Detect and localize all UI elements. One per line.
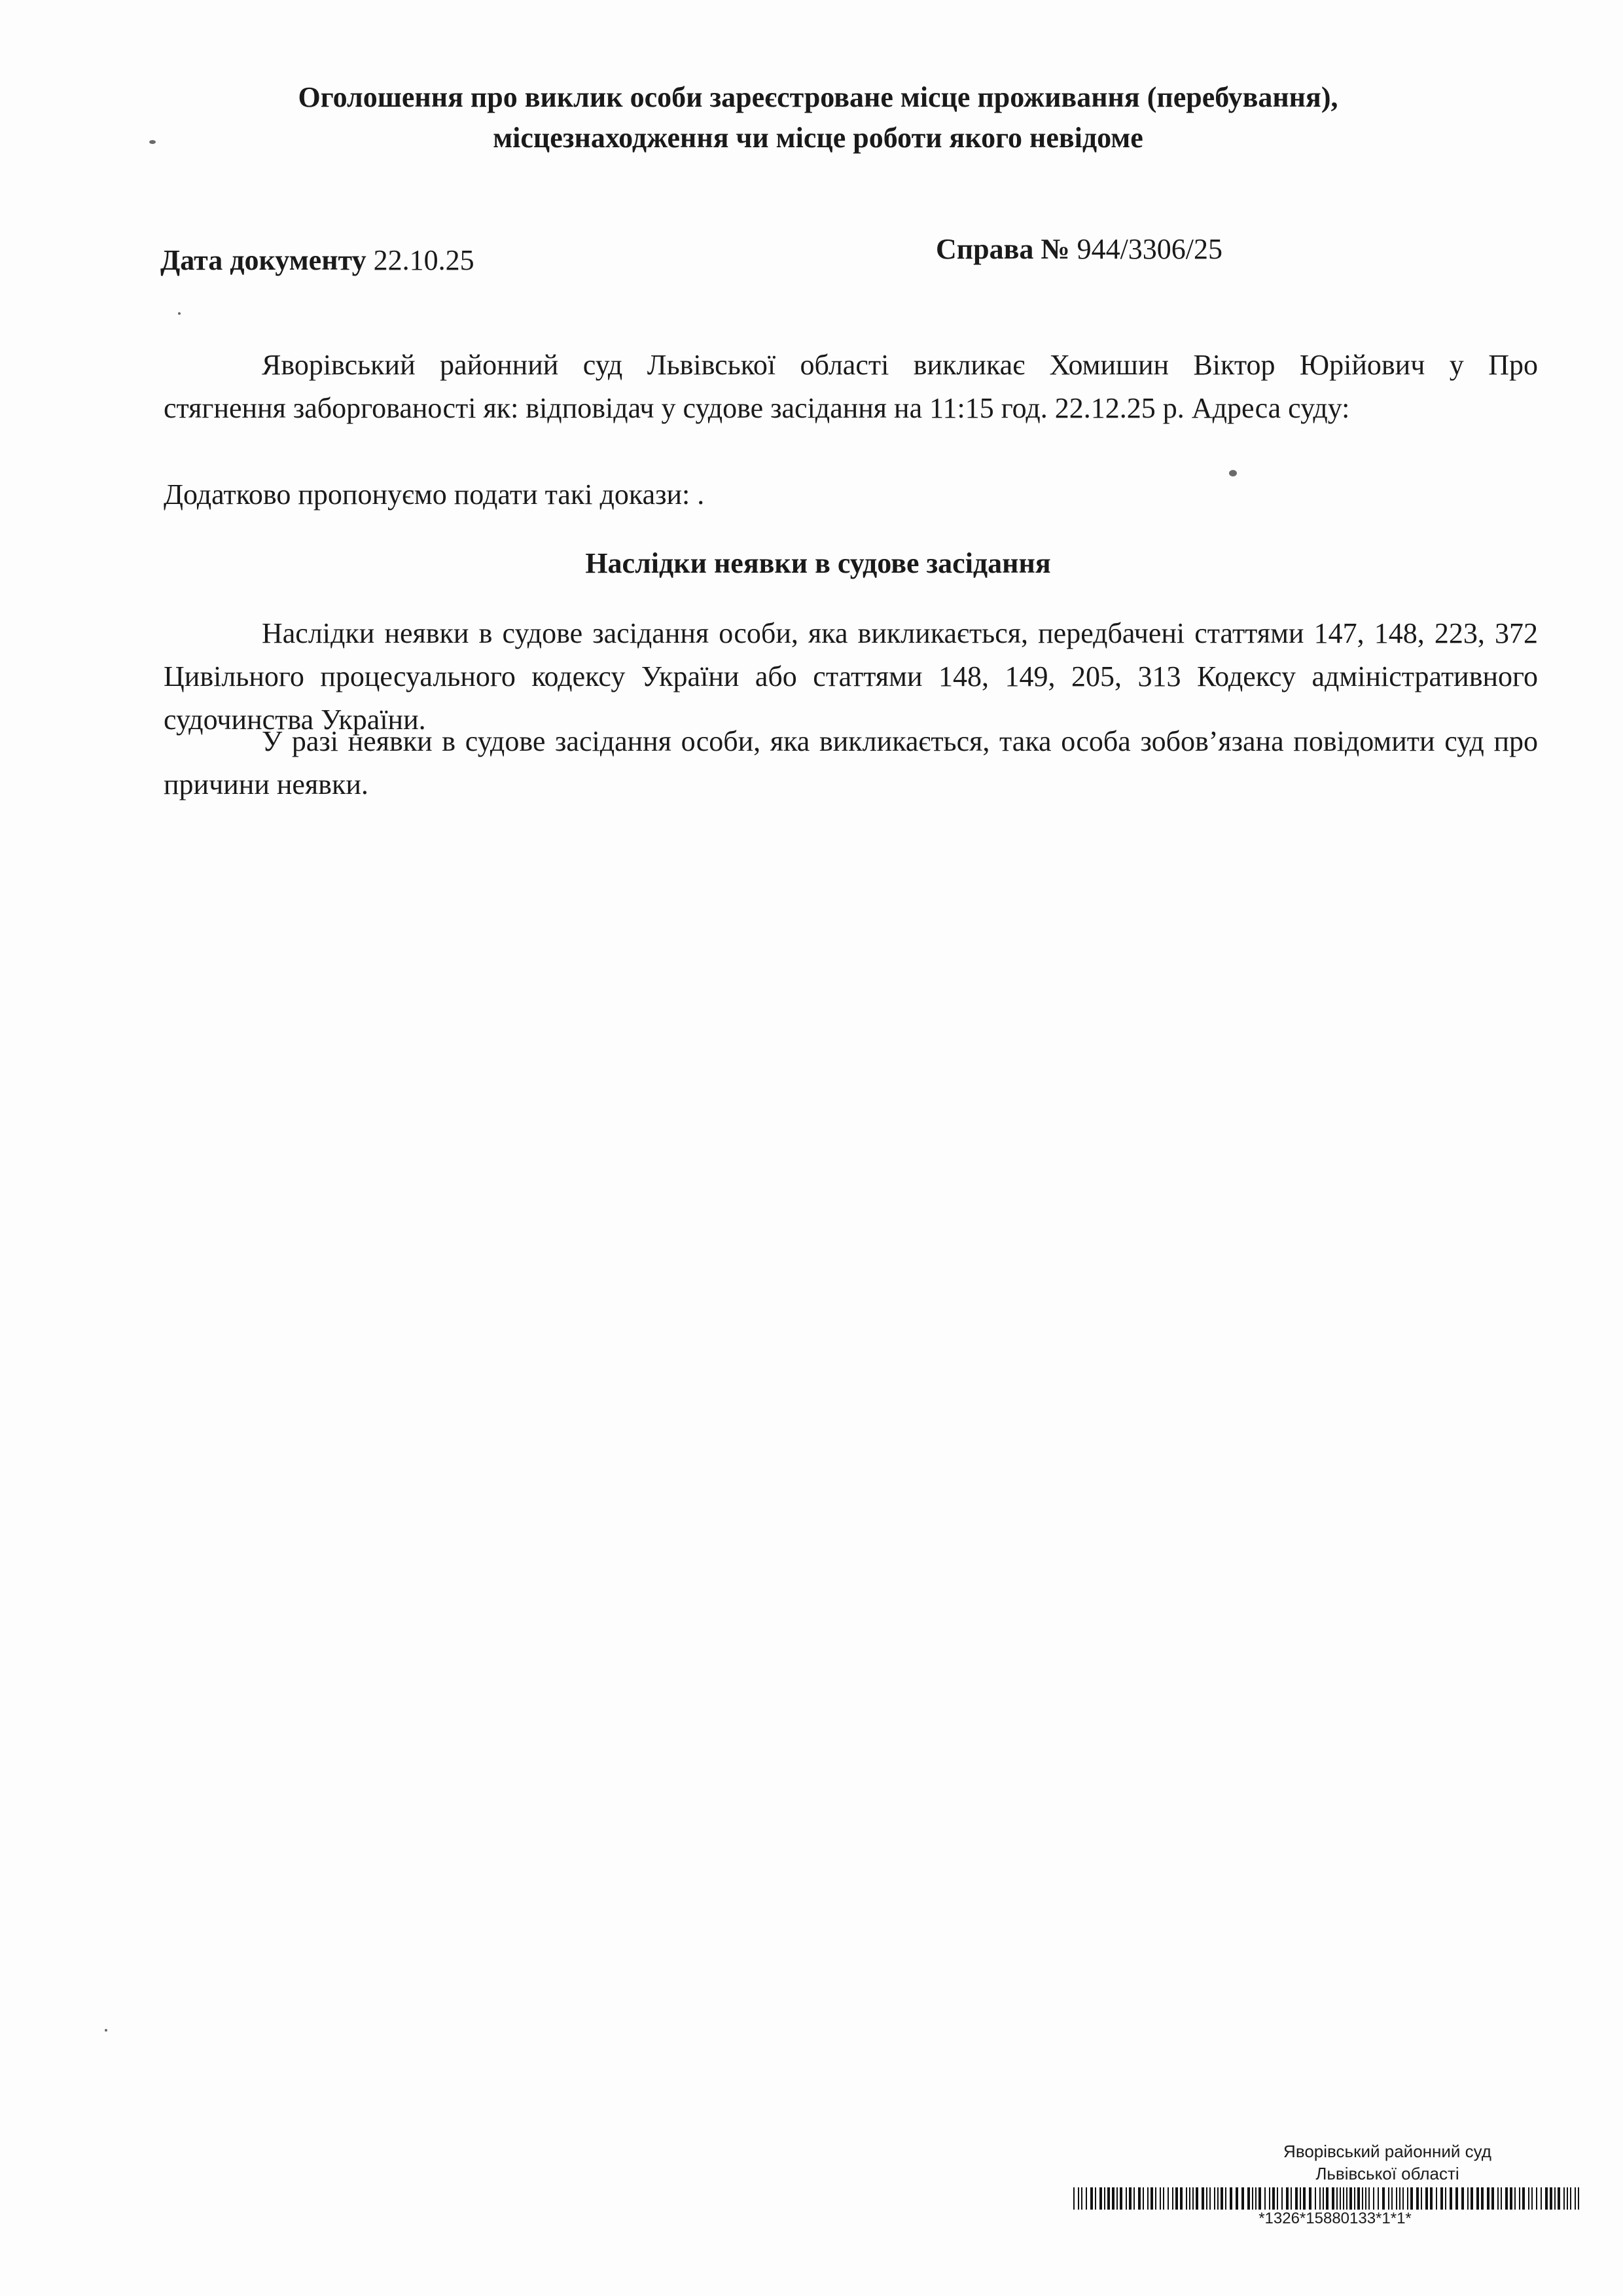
barcode-bar — [1272, 2187, 1275, 2210]
barcode-bar — [1501, 2187, 1502, 2210]
barcode-bar — [1147, 2187, 1149, 2210]
title-line-1: Оголошення про виклик особи зареєстроване місце проживання (перебування), — [298, 81, 1338, 113]
barcode-bar — [1373, 2187, 1374, 2210]
barcode-bar — [1206, 2187, 1207, 2210]
barcode-bar — [1180, 2187, 1183, 2210]
barcode-bar — [1388, 2187, 1389, 2210]
barcode-bar — [1354, 2187, 1355, 2210]
barcode-bar — [1421, 2187, 1422, 2210]
barcode-bar — [1554, 2187, 1556, 2210]
barcode-bar — [1104, 2187, 1105, 2210]
barcode-bar — [1258, 2187, 1261, 2210]
barcode-bar — [1264, 2187, 1266, 2210]
summons-line-1: Яворівський районний суд Львівської області викликає Хомишин Віктор Юрійович у Про — [262, 349, 1538, 381]
scan-speck — [178, 312, 181, 315]
scan-speck — [149, 140, 156, 144]
barcode-bar — [1133, 2187, 1135, 2210]
barcode-bar — [1116, 2187, 1118, 2210]
barcode-bar — [1467, 2187, 1469, 2210]
barcode-bar — [1497, 2187, 1499, 2210]
barcode-bar — [1563, 2187, 1565, 2210]
barcode-bar — [1340, 2187, 1341, 2210]
barcode-bar — [1090, 2187, 1093, 2210]
barcode-bar — [1112, 2187, 1115, 2210]
barcode-bar — [1295, 2187, 1298, 2210]
barcode-bar — [1247, 2187, 1250, 2210]
barcode-bar — [1346, 2187, 1347, 2210]
barcode-bar — [1461, 2187, 1464, 2210]
barcode-bar — [1150, 2187, 1153, 2210]
barcode-bar — [1425, 2187, 1428, 2210]
stamp-code: *1326*15880133*1*1* — [1258, 2210, 1412, 2227]
barcode-bar — [1138, 2187, 1141, 2210]
barcode-bar — [1407, 2187, 1408, 2210]
barcode-bar — [1281, 2187, 1283, 2210]
barcode-bar — [1319, 2187, 1321, 2210]
barcode-bar — [1168, 2187, 1169, 2210]
barcode-bar — [1519, 2187, 1520, 2210]
barcode-bar — [1315, 2187, 1316, 2210]
title-line-2: місцезнаходження чи місце роботи якого невідоме — [493, 122, 1143, 154]
barcode-bar — [1196, 2187, 1198, 2210]
barcode-bar — [1505, 2187, 1508, 2210]
consequences-heading: Наслідки неявки в судове засідання — [585, 547, 1051, 579]
summons-paragraph — [164, 344, 1538, 430]
barcode-bar — [1300, 2187, 1301, 2210]
summons-line-2: стягнення заборгованості як: відповідач у судове засідання на 11:15 год. 22.12.25 р. Адреса суду: — [164, 392, 1350, 424]
barcode-bar — [1214, 2187, 1215, 2210]
barcode-bar — [1291, 2187, 1292, 2210]
barcode-bar — [1522, 2187, 1525, 2210]
barcode-bar — [1160, 2187, 1161, 2210]
barcode-bar — [1255, 2187, 1257, 2210]
barcode-bar — [1450, 2187, 1452, 2210]
evidence-request: Додатково пропонуємо подати такі докази: . — [164, 478, 705, 511]
barcode-bar — [1143, 2187, 1144, 2210]
barcode-bar — [1382, 2187, 1385, 2210]
barcode-bar — [1567, 2187, 1568, 2210]
barcode-bar — [1391, 2187, 1393, 2210]
barcode-bar — [1578, 2187, 1579, 2210]
barcode-bar — [1531, 2187, 1533, 2210]
barcode-bar — [1217, 2187, 1219, 2210]
barcode-bar — [1126, 2187, 1127, 2210]
consequences-paragraph-2: У разі неявки в судове засідання особи, яка викликається, така особа зобов’язана повідомити суд про причини неявки. — [164, 725, 1538, 800]
consequences-paragraph-1: Наслідки неявки в судове засідання особи, яка викликається, передбачені статтями 147, 148, 223, 372 Цивільного процесуального кодексу України або статтями 148, 149, 205, 313 Кодексу адміністративного судочинства України. — [164, 617, 1538, 736]
barcode-bar — [1277, 2187, 1278, 2210]
barcode-bar — [1481, 2187, 1484, 2210]
barcode-bar — [1309, 2187, 1311, 2210]
barcode-bar — [1365, 2187, 1366, 2210]
barcode-bar — [1209, 2187, 1211, 2210]
barcode — [1073, 2187, 1584, 2210]
barcode-bar — [1343, 2187, 1344, 2210]
scan-speck — [1229, 470, 1237, 476]
barcode-bar — [1129, 2187, 1132, 2210]
barcode-bar — [1120, 2187, 1122, 2210]
barcode-bar — [1221, 2187, 1223, 2210]
barcode-bar — [1163, 2187, 1164, 2210]
document-title — [196, 77, 1440, 158]
barcode-bar — [1269, 2187, 1270, 2210]
barcode-bar — [1545, 2187, 1548, 2210]
barcode-bar — [1252, 2187, 1253, 2210]
barcode-bar — [1399, 2187, 1400, 2210]
barcode-bar — [1570, 2187, 1571, 2210]
barcode-bar — [1332, 2187, 1334, 2210]
barcode-graphic — [1073, 2187, 1584, 2210]
barcode-bar — [1471, 2187, 1473, 2210]
barcode-bar — [1192, 2187, 1194, 2210]
barcode-bar — [1225, 2187, 1226, 2210]
barcode-bar — [1175, 2187, 1178, 2210]
stamp-court-name: Яворівський районний суд — [1283, 2142, 1491, 2161]
date-value: 22.10.25 — [373, 244, 474, 276]
barcode-bar — [1528, 2187, 1529, 2210]
barcode-bar — [1326, 2187, 1329, 2210]
barcode-bar — [1402, 2187, 1404, 2210]
barcode-bar — [1416, 2187, 1419, 2210]
barcode-bar — [1078, 2187, 1079, 2210]
barcode-bar — [1099, 2187, 1102, 2210]
barcode-bar — [1378, 2187, 1379, 2210]
stamp-region: Львівської області — [1315, 2164, 1459, 2183]
barcode-bar — [1514, 2187, 1516, 2210]
barcode-bar — [1286, 2187, 1289, 2210]
barcode-bar — [1107, 2187, 1110, 2210]
barcode-bar — [1368, 2187, 1370, 2210]
case-label: Справа № — [936, 233, 1070, 265]
barcode-bar — [1349, 2187, 1352, 2210]
date-label: Дата документу — [160, 244, 366, 276]
barcode-bar — [1230, 2187, 1232, 2210]
barcode-bar — [1086, 2187, 1087, 2210]
barcode-bar — [1541, 2187, 1542, 2210]
case-value: 944/3306/25 — [1077, 233, 1223, 265]
document-date — [160, 243, 474, 277]
barcode-bar — [1440, 2187, 1443, 2210]
barcode-bar — [1303, 2187, 1306, 2210]
barcode-bar — [1362, 2187, 1363, 2210]
barcode-bar — [1510, 2187, 1512, 2210]
barcode-bar — [1357, 2187, 1360, 2210]
case-number — [936, 232, 1222, 266]
barcode-bar — [1558, 2187, 1560, 2210]
barcode-bar — [1575, 2187, 1576, 2210]
barcode-bar — [1476, 2187, 1479, 2210]
barcode-bar — [1236, 2187, 1238, 2210]
barcode-bar — [1491, 2187, 1494, 2210]
barcode-bar — [1445, 2187, 1446, 2210]
barcode-bar — [1436, 2187, 1437, 2210]
barcode-bar — [1081, 2187, 1082, 2210]
barcode-bar — [1550, 2187, 1552, 2210]
barcode-bar — [1487, 2187, 1489, 2210]
scan-speck — [105, 2029, 107, 2032]
barcode-bar — [1336, 2187, 1338, 2210]
barcode-bar — [1410, 2187, 1413, 2210]
barcode-bar — [1172, 2187, 1173, 2210]
barcode-bar — [1455, 2187, 1458, 2210]
barcode-bar — [1536, 2187, 1537, 2210]
court-stamp — [1073, 2140, 1584, 2228]
barcode-bar — [1155, 2187, 1156, 2210]
barcode-bar — [1189, 2187, 1190, 2210]
barcode-bar — [1241, 2187, 1244, 2210]
barcode-bar — [1430, 2187, 1433, 2210]
barcode-bar — [1202, 2187, 1204, 2210]
barcode-bar — [1323, 2187, 1324, 2210]
barcode-bar — [1073, 2187, 1075, 2210]
barcode-bar — [1186, 2187, 1187, 2210]
barcode-bar — [1095, 2187, 1096, 2210]
barcode-bar — [1396, 2187, 1397, 2210]
